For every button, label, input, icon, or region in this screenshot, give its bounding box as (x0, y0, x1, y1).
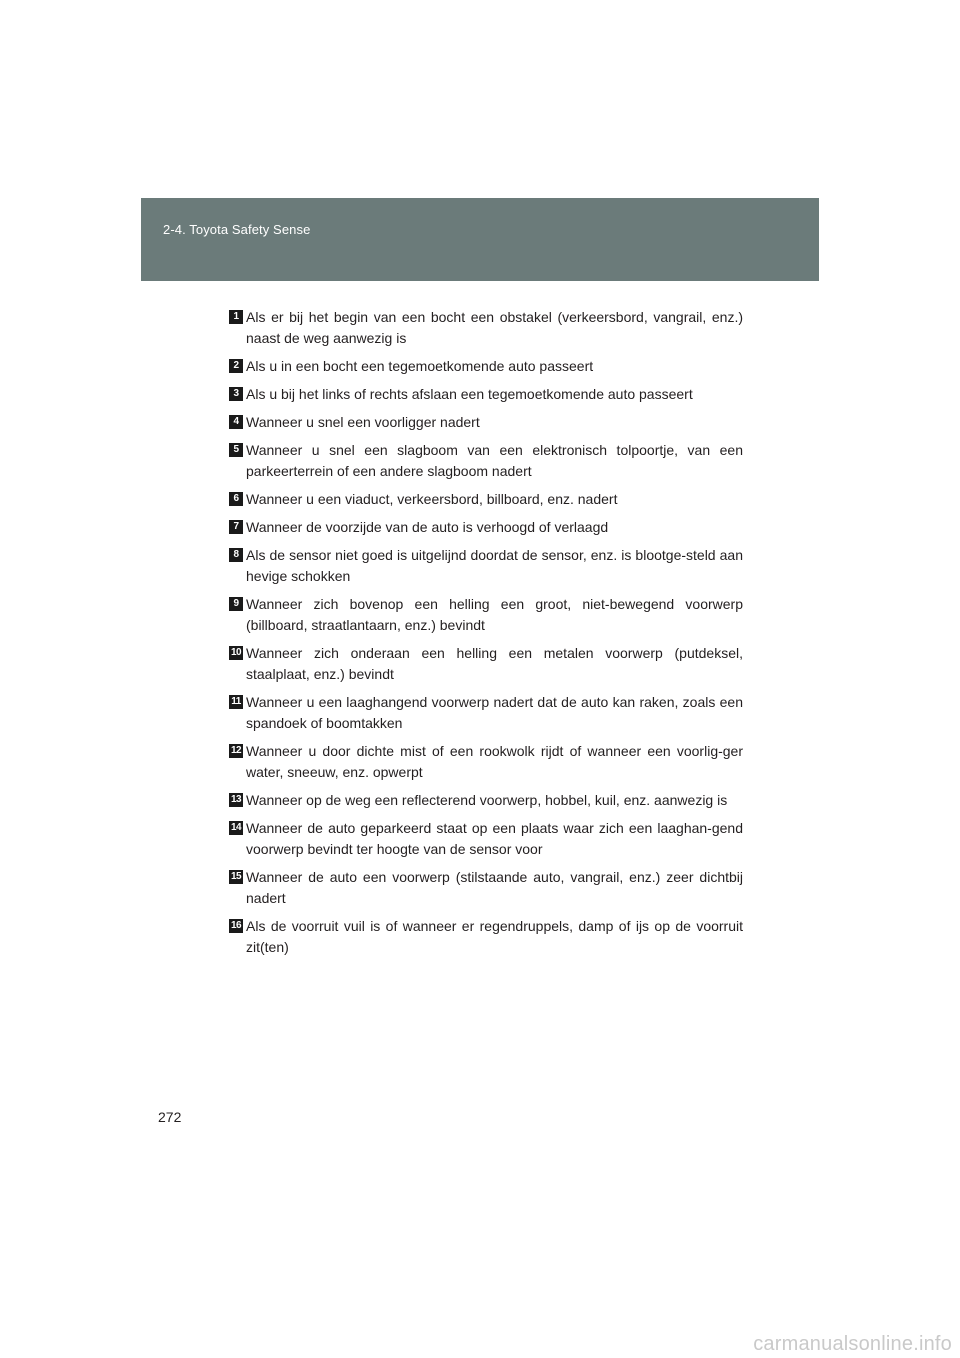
item-number-badge: 12 (230, 745, 242, 756)
list-item (229, 440, 743, 482)
list-item-text: Als de sensor niet goed is uitgelijnd doordat de sensor, enz. is blootge-steld aan hevige schokken (246, 547, 743, 584)
page-number: 272 (158, 1109, 182, 1125)
list-item-text: Wanneer u een viaduct, verkeersbord, billboard, enz. nadert (246, 491, 618, 507)
list-item-text: Wanneer zich bovenop een helling een groot, niet-bewegend voorwerp (billboard, straatlantaarn, enz.) bevindt (246, 596, 743, 633)
list-item-text: Als u in een bocht een tegemoetkomende auto passeert (246, 358, 594, 374)
list-item (229, 818, 743, 860)
list-item (229, 867, 743, 909)
item-number-badge: 5 (229, 443, 243, 457)
list-item-text: Wanneer de auto een voorwerp (stilstaande auto, vangrail, enz.) zeer dichtbij nadert (246, 869, 743, 906)
item-number-badge: 9 (229, 597, 243, 611)
list-item-text: Als de voorruit vuil is of wanneer er regendruppels, damp of ijs op de voorruit zit(ten) (246, 918, 743, 955)
list-item-text: Wanneer zich onderaan een helling een metalen voorwerp (putdeksel, staalplaat, enz.) bevindt (246, 645, 743, 682)
item-number-badge: 3 (229, 387, 243, 401)
list-item (229, 517, 743, 538)
list-item (229, 356, 743, 377)
list-item-text: Wanneer u snel een slagboom van een elektronisch tolpoortje, van een parkeerterrein of een andere slagboom nadert (246, 442, 743, 479)
list-item (229, 489, 743, 510)
item-number-badge: 10 (230, 647, 242, 658)
list-item (229, 790, 743, 811)
item-number-badge: 7 (229, 520, 243, 534)
list-item (229, 916, 743, 958)
section-title: 2-4. Toyota Safety Sense (163, 222, 311, 237)
item-number-badge: 13 (230, 794, 242, 805)
list-item (229, 545, 743, 587)
list-item-text: Wanneer u snel een voorligger nadert (246, 414, 480, 430)
item-number-badge: 2 (229, 359, 243, 373)
list-item (229, 384, 743, 405)
item-number-badge: 8 (229, 548, 243, 562)
item-number-badge: 1 (229, 310, 243, 324)
list-item-text: Wanneer de auto geparkeerd staat op een plaats waar zich een laaghan-gend voorwerp bevindt ter hoogte van de sensor voor (246, 820, 743, 857)
list-item-text: Wanneer de voorzijde van de auto is verhoogd of verlaagd (246, 519, 609, 535)
list-item (229, 643, 743, 685)
list-item-text: Wanneer u door dichte mist of een rookwolk rijdt of wanneer een voorlig-ger water, sneeuw, enz. opwerpt (246, 743, 743, 780)
item-number-badge: 16 (230, 920, 242, 931)
list-item-text: Wanneer op de weg een reflecterend voorwerp, hobbel, kuil, enz. aanwezig is (246, 792, 728, 808)
condition-list (229, 307, 743, 965)
list-item (229, 594, 743, 636)
item-number-badge: 4 (229, 415, 243, 429)
section-header-band (141, 198, 819, 281)
list-item-text: Als er bij het begin van een bocht een obstakel (verkeersbord, vangrail, enz.) naast de weg aanwezig is (246, 309, 743, 346)
watermark: carmanualsonline.info (753, 1333, 952, 1355)
list-item-text: Als u bij het links of rechts afslaan een tegemoetkomende auto passeert (246, 386, 693, 402)
item-number-badge: 11 (229, 695, 243, 709)
item-number-badge: 6 (229, 492, 243, 506)
list-item (229, 741, 743, 783)
item-number-badge: 15 (230, 871, 242, 882)
list-item (229, 412, 743, 433)
item-number-badge: 14 (230, 822, 242, 833)
list-item-text: Wanneer u een laaghangend voorwerp nadert dat de auto kan raken, zoals een spandoek of boomtakken (246, 694, 743, 731)
list-item (229, 307, 743, 349)
list-item (229, 692, 743, 734)
